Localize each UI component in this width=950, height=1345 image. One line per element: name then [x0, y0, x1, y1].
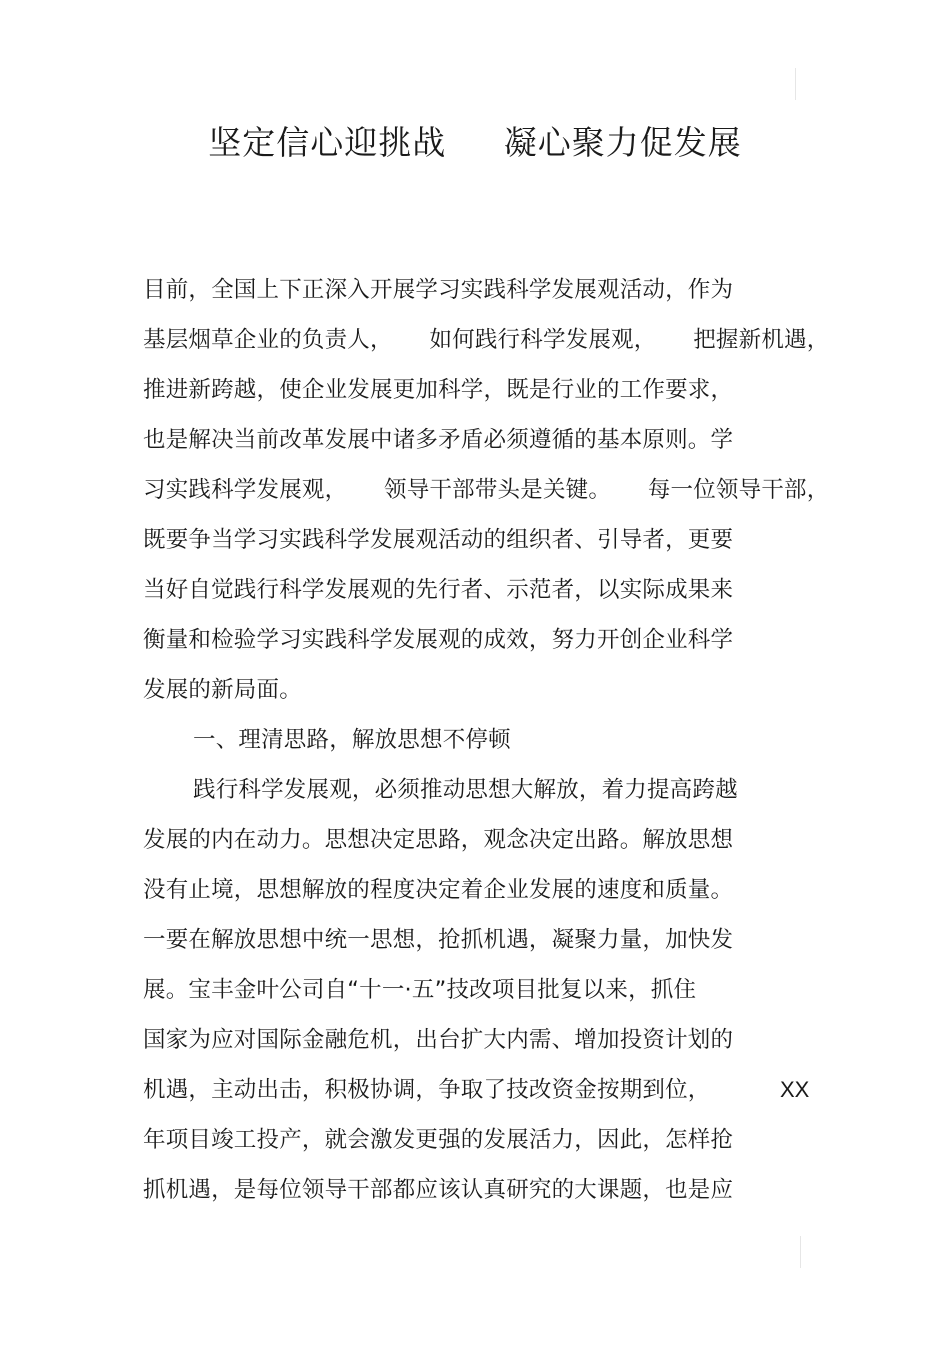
page-edge-mark-top	[795, 68, 796, 100]
body-line: 也是解决当前改革发展中诸多矛盾必须遵循的基本原则。学	[143, 427, 734, 453]
document-title: 坚定信心迎挑战 凝心聚力促发展	[208, 123, 742, 162]
body-line: 既要争当学习实践科学发展观活动的组织者、引导者，更要	[143, 527, 734, 553]
body-line: 习实践科学发展观， 领导干部带头是关键。 每一位领导干部，	[143, 477, 830, 503]
page-edge-mark-bottom	[800, 1236, 801, 1268]
body-line: 机遇，主动出击，积极协调，争取了技改资金按期到位，	[143, 1077, 711, 1103]
body-line: 践行科学发展观，必须推动思想大解放，着力提高跨越	[193, 777, 738, 803]
body-line: 基层烟草企业的负责人， 如何践行科学发展观， 把握新机遇，	[143, 327, 830, 353]
body-line: 当好自觉践行科学发展观的先行者、示范者，以实际成果来	[143, 577, 734, 603]
body-line: 抓机遇，是每位领导干部都应该认真研究的大课题，也是应	[143, 1177, 734, 1203]
body-line: 展。宝丰金叶公司自“十一·五”技改项目批复以来，抓住	[143, 977, 697, 1003]
body-line: 目前，全国上下正深入开展学习实践科学发展观活动，作为	[143, 277, 734, 303]
body-line: 没有止境，思想解放的程度决定着企业发展的速度和质量。	[143, 877, 734, 903]
section-heading: 一、理清思路，解放思想不停顿	[193, 727, 511, 753]
body-line: 一要在解放思想中统一思想，抢抓机遇，凝聚力量，加快发	[143, 927, 734, 953]
body-line: 推进新跨越，使企业发展更加科学，既是行业的工作要求，	[143, 377, 734, 403]
body-line: 发展的新局面。	[143, 677, 302, 703]
margin-note: XX	[780, 1077, 810, 1102]
body-line: 发展的内在动力。思想决定思路，观念决定出路。解放思想	[143, 827, 734, 853]
body-line: 衡量和检验学习实践科学发展观的成效，努力开创企业科学	[143, 627, 734, 653]
body-line: 国家为应对国际金融危机，出台扩大内需、增加投资计划的	[143, 1027, 734, 1053]
body-line: 年项目竣工投产，就会激发更强的发展活力，因此，怎样抢	[143, 1127, 734, 1153]
